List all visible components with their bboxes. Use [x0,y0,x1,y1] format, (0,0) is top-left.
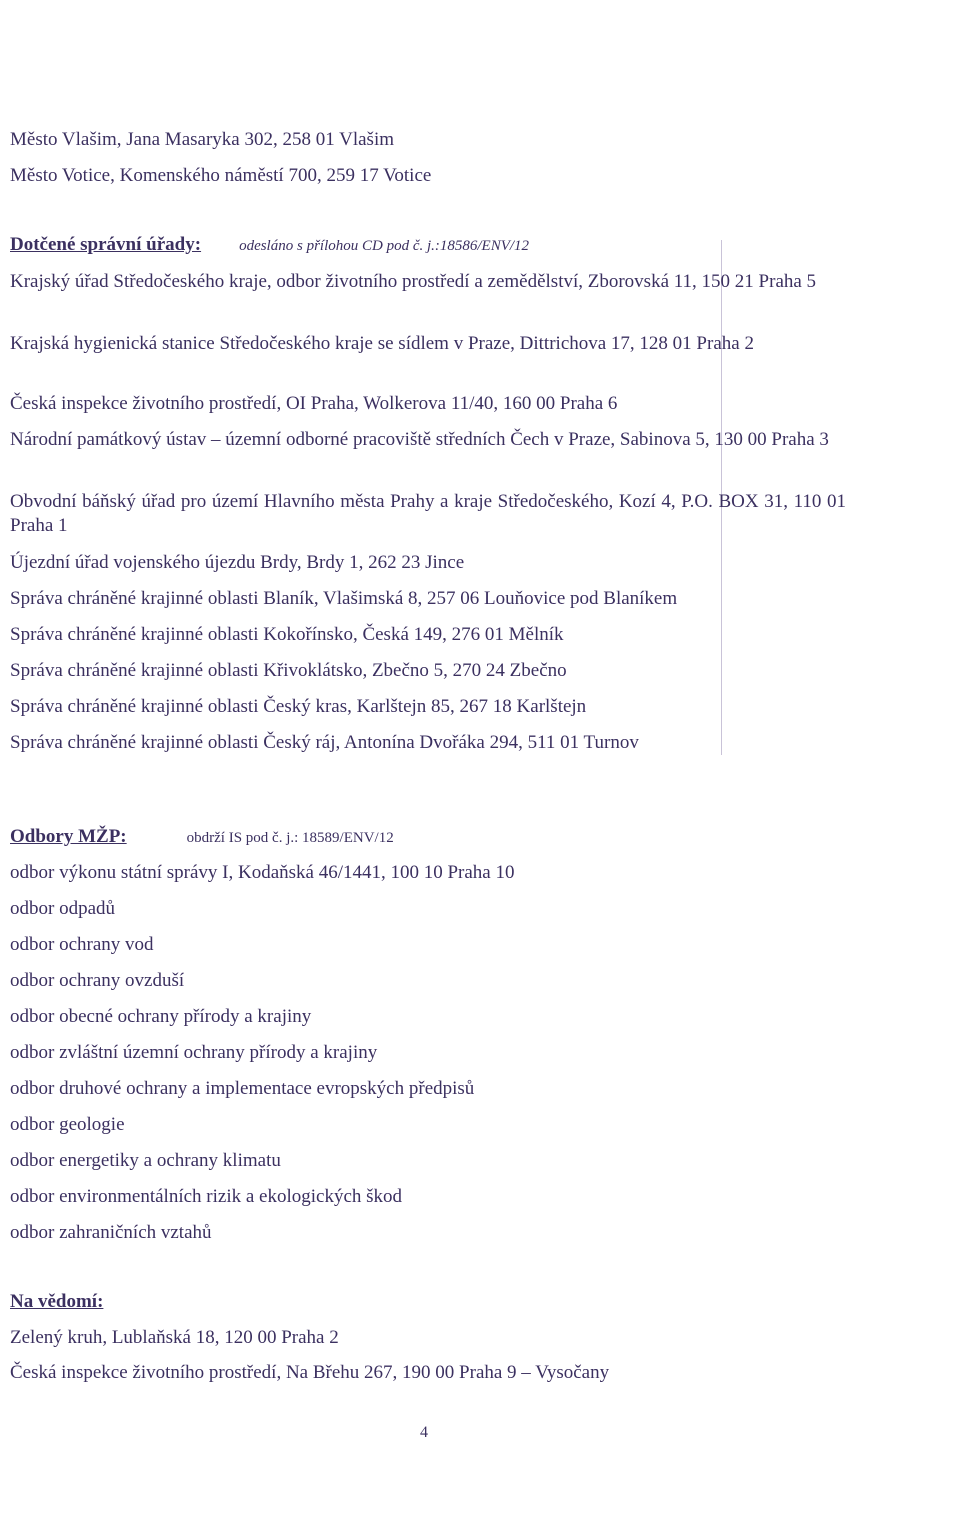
department-entry: odbor výkonu státní správy I, Kodaňská 46/1441, 100 10 Praha 10 [10,862,515,883]
department-entry: odbor ochrany vod [10,934,154,955]
department-entry: odbor zvláštní územní ochrany přírody a krajiny [10,1042,378,1063]
department-entry: odbor geologie [10,1114,125,1135]
department-entry: odbor energetiky a ochrany klimatu [10,1150,281,1171]
recipient-entry: Obvodní báňský úřad pro území Hlavního města Prahy a kraje Středočeského, Kozí 4, P.O. BOX 31, 110 01 Praha 1 [10,491,846,536]
info-recipient-entry: Zelený kruh, Lublaňská 18, 120 00 Praha 2 [10,1327,339,1348]
recipient-entry: Národní památkový ústav – územní odborné pracoviště středních Čech v Praze, Sabinova 5, 130 00 Praha 3 [10,429,829,450]
recipient-entry: Česká inspekce životního prostředí, OI Praha, Wolkerova 11/40, 160 00 Praha 6 [10,393,618,414]
info-recipient-entry: Česká inspekce životního prostředí, Na Břehu 267, 190 00 Praha 9 – Vysočany [10,1362,610,1383]
section-note: odesláno s přílohou CD pod č. j.:18586/ENV/12 [239,238,530,254]
section-heading: Dotčené správní úřady: [10,234,202,255]
recipient-entry: Správa chráněné krajinné oblasti Český ráj, Antonína Dvořáka 294, 511 01 Turnov [10,732,639,753]
section-note: obdrží IS pod č. j.: 18589/ENV/12 [186,830,394,846]
section-heading: Na vědomí: [10,1291,104,1312]
section-heading: Odbory MŽP: [10,826,127,847]
section-heading-row [10,234,529,256]
recipient-entry: Správa chráněné krajinné oblasti Blaník, Vlašimská 8, 257 06 Louňovice pod Blaníkem [10,588,678,609]
recipient-entry: Správa chráněné krajinné oblasti Křivoklátsko, Zbečno 5, 270 24 Zbečno [10,660,567,681]
department-entry: odbor zahraničních vztahů [10,1222,212,1243]
recipient-entry: Správa chráněné krajinné oblasti Kokořínsko, Česká 149, 276 01 Mělník [10,624,564,645]
page-number: 4 [420,1424,428,1441]
recipient-entry: Újezdní úřad vojenského újezdu Brdy, Brdy 1, 262 23 Jince [10,552,465,573]
recipient-entry: Krajský úřad Středočeského kraje, odbor životního prostředí a zemědělství, Zborovská 11, 150 21 Praha 5 [10,271,817,292]
recipient-entry: Krajská hygienická stanice Středočeského kraje se sídlem v Praze, Dittrichova 17, 128 01 Praha 2 [10,333,754,354]
recipient-entry: Správa chráněné krajinné oblasti Český kras, Karlštejn 85, 267 18 Karlštejn [10,696,587,717]
department-entry: odbor odpadů [10,898,116,919]
section-heading-row [10,1291,103,1313]
section-heading-row [10,826,394,848]
department-entry: odbor ochrany ovzduší [10,970,185,991]
address-line: Město Vlašim, Jana Masaryka 302, 258 01 Vlašim [10,129,395,150]
department-entry: odbor obecné ochrany přírody a krajiny [10,1006,312,1027]
department-entry: odbor druhové ochrany a implementace evropských předpisů [10,1078,475,1099]
department-entry: odbor environmentálních rizik a ekologických škod [10,1186,403,1207]
address-line: Město Votice, Komenského náměstí 700, 259 17 Votice [10,165,432,186]
